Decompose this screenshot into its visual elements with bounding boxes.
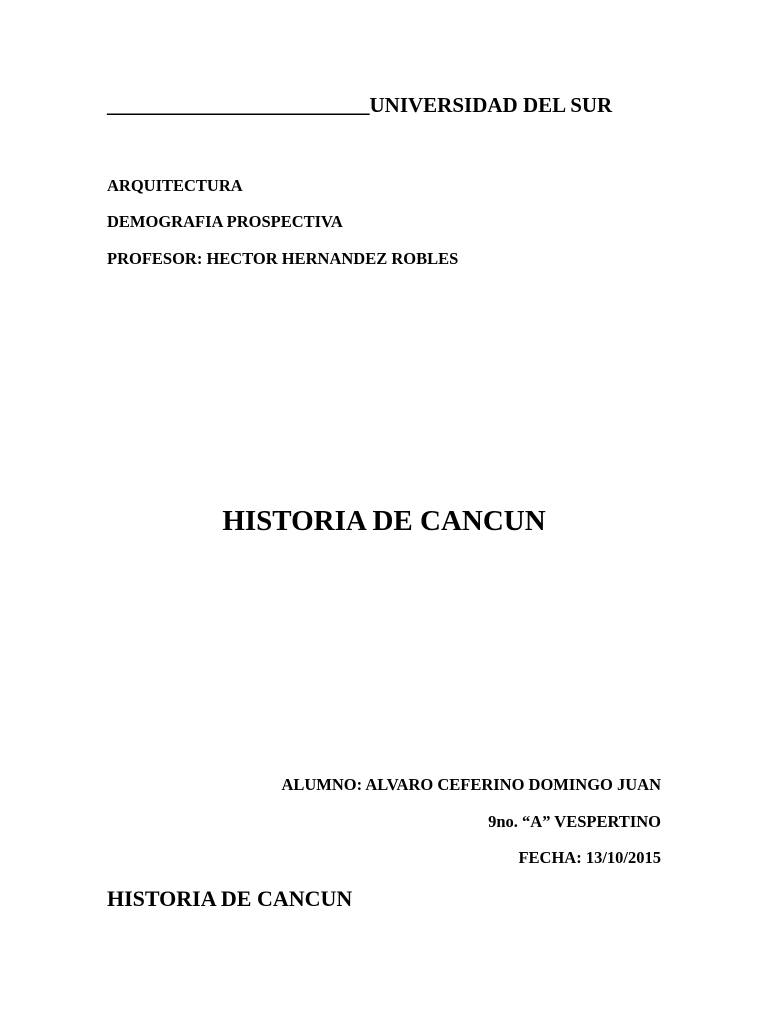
section-title: HISTORIA DE CANCUN [107,886,353,911]
career-label: ARQUITECTURA [107,176,243,195]
student-label: ALUMNO: ALVARO CEFERINO DOMINGO JUAN [281,775,661,794]
teacher-label: PROFESOR: HECTOR HERNANDEZ ROBLES [107,249,459,268]
subject-label: DEMOGRAFIA PROSPECTIVA [107,212,343,231]
cover-title: HISTORIA DE CANCUN [222,505,546,537]
date-label: FECHA: 13/10/2015 [518,848,661,867]
group-label: 9no. “A” VESPERTINO [488,812,661,831]
university-header: _________________________UNIVERSIDAD DEL SUR [107,93,613,117]
